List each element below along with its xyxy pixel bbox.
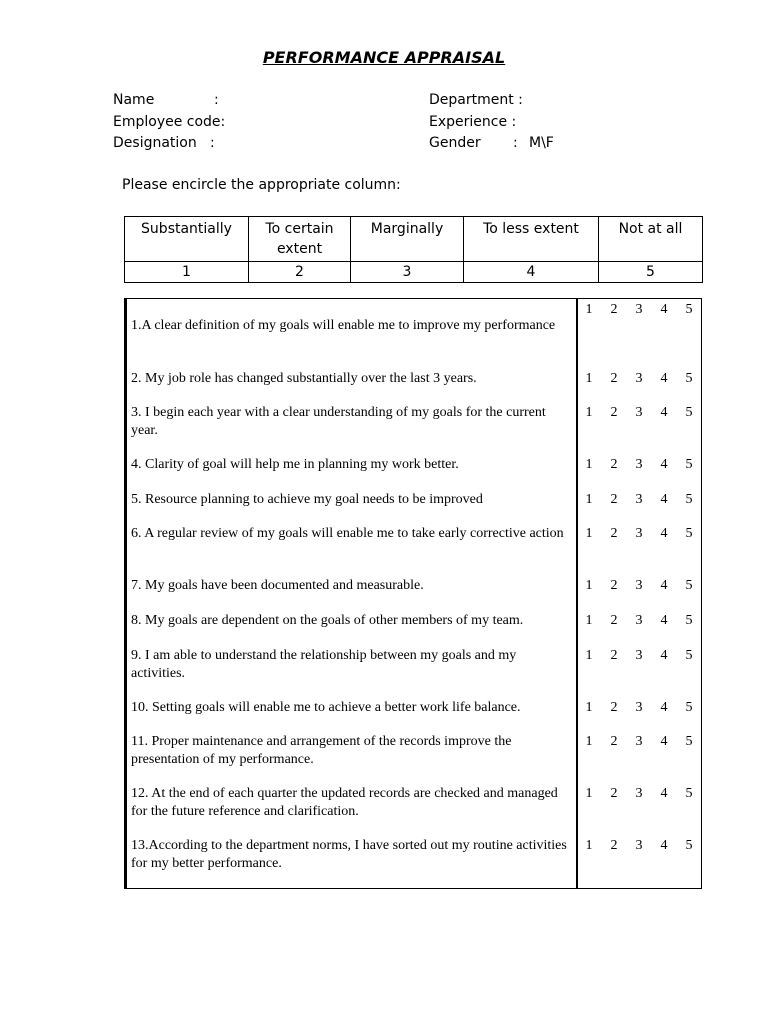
rating-option[interactable]: 3	[635, 734, 643, 749]
rating-options	[583, 456, 695, 474]
rating-option[interactable]: 3	[635, 648, 643, 663]
rating-option[interactable]: 3	[635, 526, 643, 541]
rating-option[interactable]: 4	[660, 405, 668, 420]
scale-label: Substantially	[125, 217, 249, 262]
rating-option[interactable]: 5	[685, 734, 693, 749]
rating-option[interactable]: 5	[685, 405, 693, 420]
rating-option[interactable]: 5	[685, 371, 693, 386]
rating-option[interactable]: 4	[660, 734, 668, 749]
question-text: 1.A clear definition of my goals will enable me to improve my performance	[131, 318, 556, 333]
page-title: PERFORMANCE APPRAISAL	[262, 48, 506, 67]
name-label: Name	[113, 92, 155, 108]
scale-value: 1	[125, 262, 249, 283]
rating-option[interactable]: 2	[610, 786, 618, 801]
question-text: 10. Setting goals will enable me to achieve a better work life balance.	[131, 700, 521, 715]
scale-label: Marginally	[351, 217, 464, 262]
rating-option[interactable]: 2	[610, 405, 618, 420]
rating-option[interactable]: 1	[585, 457, 593, 472]
employee-code-label: Employee code:	[113, 114, 226, 130]
rating-option[interactable]: 2	[610, 492, 618, 507]
rating-option[interactable]: 3	[635, 613, 643, 628]
rating-options	[583, 647, 695, 665]
gender-colon: :	[513, 135, 518, 151]
question-text: 5. Resource planning to achieve my goal needs to be improved	[131, 492, 483, 507]
rating-option[interactable]: 4	[660, 578, 668, 593]
rating-option[interactable]: 1	[585, 405, 593, 420]
question-text: 2. My job role has changed substantially over the last 3 years.	[131, 371, 477, 386]
rating-option[interactable]: 5	[685, 838, 693, 853]
rating-option[interactable]: 1	[585, 371, 593, 386]
rating-option[interactable]: 4	[660, 526, 668, 541]
rating-option[interactable]: 1	[585, 838, 593, 853]
rating-option[interactable]: 1	[585, 526, 593, 541]
scale-value: 3	[351, 262, 464, 283]
rating-options	[583, 837, 695, 855]
rating-option[interactable]: 1	[585, 302, 593, 317]
name-colon: :	[214, 92, 219, 108]
rating-option[interactable]: 1	[585, 578, 593, 593]
rating-option[interactable]: 2	[610, 526, 618, 541]
question-text: 12. At the end of each quarter the updated records are checked and managed for the future reference and clarification.	[131, 786, 558, 819]
rating-option[interactable]: 3	[635, 457, 643, 472]
rating-option[interactable]: 5	[685, 613, 693, 628]
scale-value: 5	[599, 262, 703, 283]
rating-option[interactable]: 3	[635, 371, 643, 386]
rating-option[interactable]: 2	[610, 613, 618, 628]
rating-options	[583, 785, 695, 803]
scale-label: Not at all	[599, 217, 703, 262]
question-text: 9. I am able to understand the relationship between my goals and my activities.	[131, 648, 517, 681]
rating-option[interactable]: 4	[660, 648, 668, 663]
department-label: Department :	[429, 92, 523, 108]
question-text: 7. My goals have been documented and measurable.	[131, 578, 424, 593]
rating-option[interactable]: 4	[660, 838, 668, 853]
questionnaire-box	[124, 298, 702, 889]
rating-option[interactable]: 4	[660, 700, 668, 715]
rating-options	[583, 525, 695, 543]
instruction-text: Please encircle the appropriate column:	[122, 177, 401, 193]
rating-option[interactable]: 5	[685, 578, 693, 593]
rating-option[interactable]: 2	[610, 578, 618, 593]
rating-options	[583, 699, 695, 717]
question-text: 3. I begin each year with a clear understanding of my goals for the current year.	[131, 405, 546, 438]
rating-option[interactable]: 2	[610, 371, 618, 386]
experience-label: Experience :	[429, 114, 517, 130]
rating-options	[583, 404, 695, 422]
rating-option[interactable]: 1	[585, 613, 593, 628]
rating-option[interactable]: 5	[685, 700, 693, 715]
rating-option[interactable]: 5	[685, 492, 693, 507]
rating-options	[583, 733, 695, 751]
question-text: 4. Clarity of goal will help me in planning my work better.	[131, 457, 459, 472]
rating-option[interactable]: 3	[635, 492, 643, 507]
question-text: 8. My goals are dependent on the goals of other members of my team.	[131, 613, 524, 628]
rating-option[interactable]: 2	[610, 302, 618, 317]
rating-option[interactable]: 5	[685, 457, 693, 472]
rating-option[interactable]: 4	[660, 371, 668, 386]
rating-option[interactable]: 4	[660, 302, 668, 317]
designation-colon: :	[210, 135, 215, 151]
question-text: 13.According to the department norms, I have sorted out my routine activities for my better performance.	[131, 838, 567, 871]
rating-option[interactable]: 3	[635, 786, 643, 801]
box-left-rule	[125, 299, 127, 888]
designation-label: Designation	[113, 135, 197, 151]
rating-option[interactable]: 3	[635, 838, 643, 853]
rating-option[interactable]: 5	[685, 302, 693, 317]
scale-value: 4	[464, 262, 599, 283]
rating-options	[583, 301, 695, 319]
rating-option[interactable]: 5	[685, 648, 693, 663]
gender-value: M\F	[529, 135, 554, 151]
rating-option[interactable]: 5	[685, 526, 693, 541]
rating-scale-table	[124, 216, 703, 283]
rating-option[interactable]: 1	[585, 648, 593, 663]
rating-option[interactable]: 4	[660, 786, 668, 801]
rating-option[interactable]: 2	[610, 700, 618, 715]
rating-options	[583, 491, 695, 509]
rating-option[interactable]: 2	[610, 838, 618, 853]
rating-option[interactable]: 4	[660, 457, 668, 472]
column-divider	[576, 299, 578, 888]
rating-option[interactable]: 3	[635, 302, 643, 317]
rating-option[interactable]: 1	[585, 786, 593, 801]
rating-options	[583, 370, 695, 388]
rating-option[interactable]: 3	[635, 700, 643, 715]
rating-option[interactable]: 2	[610, 734, 618, 749]
scale-label: To less extent	[464, 217, 599, 262]
rating-option[interactable]: 3	[635, 578, 643, 593]
rating-option[interactable]: 4	[660, 492, 668, 507]
rating-option[interactable]: 2	[610, 457, 618, 472]
question-text: 11. Proper maintenance and arrangement of the records improve the presentation of my performance.	[131, 734, 512, 767]
question-text: 6. A regular review of my goals will enable me to take early corrective action	[131, 526, 564, 541]
scale-value: 2	[249, 262, 351, 283]
rating-option[interactable]: 3	[635, 405, 643, 420]
scale-label: To certain extent	[249, 217, 351, 262]
rating-option[interactable]: 5	[685, 786, 693, 801]
gender-label: Gender	[429, 135, 481, 151]
rating-options	[583, 577, 695, 595]
rating-options	[583, 612, 695, 630]
rating-option[interactable]: 1	[585, 700, 593, 715]
rating-option[interactable]: 2	[610, 648, 618, 663]
rating-option[interactable]: 1	[585, 734, 593, 749]
rating-option[interactable]: 1	[585, 492, 593, 507]
rating-option[interactable]: 4	[660, 613, 668, 628]
